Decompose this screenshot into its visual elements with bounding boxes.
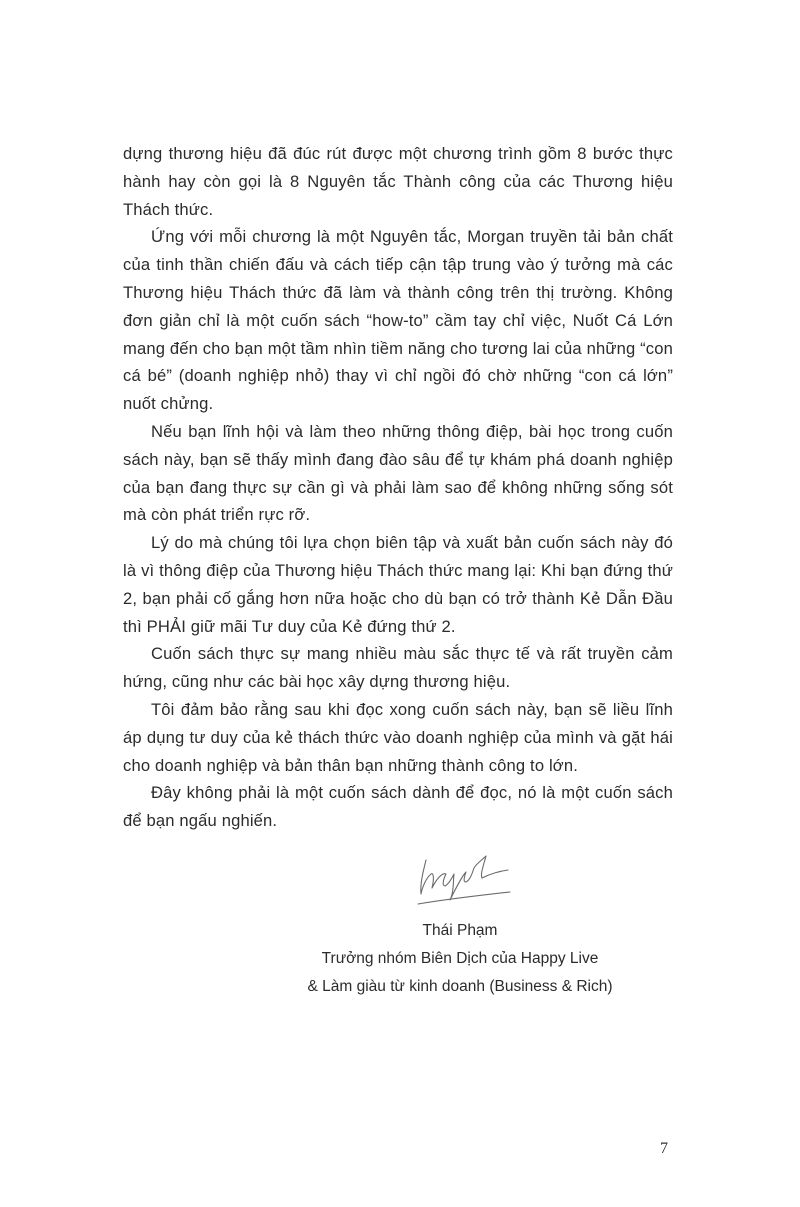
author-name: Thái Phạm <box>422 922 498 939</box>
page-number: 7 <box>660 1140 668 1157</box>
paragraph-7: Đây không phải là một cuốn sách dành để đọc, nó là một cuốn sách để bạn ngấu nghiến. <box>123 783 673 831</box>
paragraph-2: Ứng với mỗi chương là một Nguyên tắc, Morgan truyền tải bản chất của tinh thần chiến đấu và cách tiếp cận tập trung vào ý tưởng mà các Thương hiệu Thách thức đã làm và thành công trên thị trường. Không đơn giản chỉ là một cuốn sách “how-to” cầm tay chỉ việc, Nuốt Cá Lớn mang đến cho bạn một tầm nhìn tiềm năng cho tương lai của những “con cá bé” (doanh nghiệp nhỏ) thay vì chỉ ngồi đó chờ những “con cá lớn” nuốt chửng. <box>123 227 673 414</box>
paragraph-3: Nếu bạn lĩnh hội và làm theo những thông điệp, bài học trong cuốn sách này, bạn sẽ thấy mình đang đào sâu để tự khám phá doanh nghiệp của bạn đang thực sự cần gì và phải làm sao để không những sống sót mà còn phát triển rực rỡ. <box>123 421 673 525</box>
signature-block <box>280 917 640 1001</box>
paragraph-6: Tôi đảm bảo rằng sau khi đọc xong cuốn sách này, bạn sẽ liều lĩnh áp dụng tư duy của kẻ thách thức vào doanh nghiệp của mình và gặt hái cho doanh nghiệp và bản thân bạn những thành công to lớn. <box>123 699 673 775</box>
paragraph-1: dựng thương hiệu đã đúc rút được một chương trình gồm 8 bước thực hành hay còn gọi là 8 Nguyên tắc Thành công của các Thương hiệu Thách thức. <box>123 144 673 219</box>
paragraph-5: Cuốn sách thực sự mang nhiều màu sắc thực tế và rất truyền cảm hứng, cũng như các bài học xây dựng thương hiệu. <box>123 644 673 692</box>
author-organization: & Làm giàu từ kinh doanh (Business & Rich) <box>307 978 613 995</box>
signature-graphic <box>412 850 516 912</box>
handwritten-signature <box>412 850 516 912</box>
paragraph-4: Lý do mà chúng tôi lựa chọn biên tập và xuất bản cuốn sách này đó là vì thông điệp của Thương hiệu Thách thức mang lại: Khi bạn đứng thứ 2, bạn phải cố gắng hơn nữa hoặc cho dù bạn có trở thành Kẻ Dẫn Đầu thì PHẢI giữ mãi Tư duy của Kẻ đứng thứ 2. <box>123 533 673 636</box>
body-text <box>123 140 673 835</box>
author-role: Trưởng nhóm Biên Dịch của Happy Live <box>321 950 599 967</box>
